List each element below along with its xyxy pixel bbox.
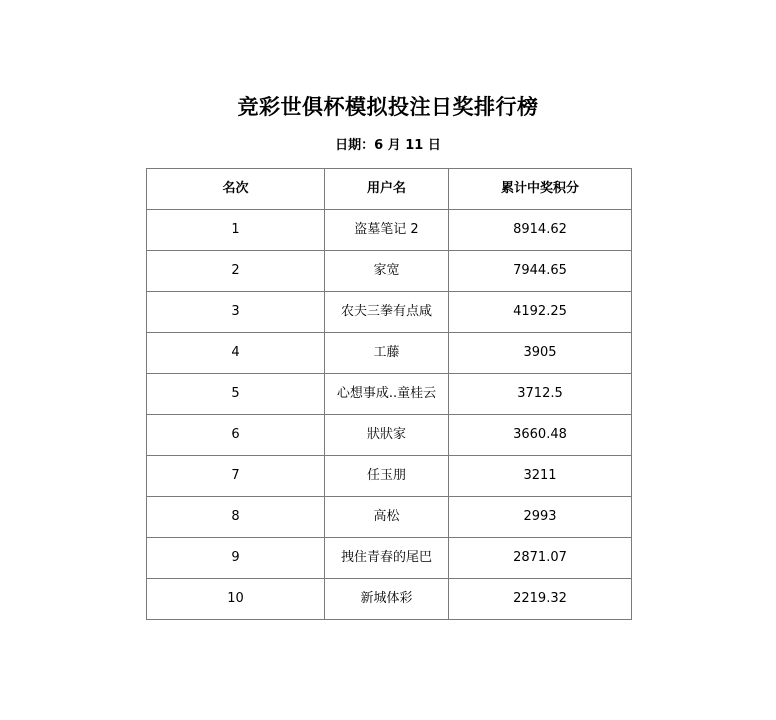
ranking-table: [146, 168, 632, 620]
username-cell: 高松: [325, 497, 449, 538]
table-row: [147, 415, 632, 456]
points-cell: 7944.65: [449, 251, 632, 292]
rank-cell: 9: [147, 538, 325, 579]
username-cell: 新城体彩: [325, 579, 449, 620]
rank-cell: 7: [147, 456, 325, 497]
rank-cell: 1: [147, 210, 325, 251]
username-cell: 心想事成..童桂云: [325, 374, 449, 415]
points-cell: 3712.5: [449, 374, 632, 415]
username-cell: 盗墓笔记 2: [325, 210, 449, 251]
table-row: [147, 579, 632, 620]
points-cell: 3905: [449, 333, 632, 374]
points-cell: 4192.25: [449, 292, 632, 333]
table-header-row: [147, 169, 632, 210]
points-cell: 2219.32: [449, 579, 632, 620]
username-cell: 任玉朋: [325, 456, 449, 497]
points-cell: 3211: [449, 456, 632, 497]
date-label: 日期：6 月 11 日: [335, 138, 441, 153]
header-username: 用户名: [325, 169, 449, 210]
page-title: 竞彩世俱杯模拟投注日奖排行榜: [237, 95, 539, 119]
points-cell: 2993: [449, 497, 632, 538]
username-cell: 家宽: [325, 251, 449, 292]
rank-cell: 5: [147, 374, 325, 415]
header-rank: 名次: [147, 169, 325, 210]
rank-cell: 2: [147, 251, 325, 292]
points-cell: 2871.07: [449, 538, 632, 579]
username-cell: 狀狀家: [325, 415, 449, 456]
table-row: [147, 251, 632, 292]
username-cell: 拽住青春的尾巴: [325, 538, 449, 579]
rank-cell: 3: [147, 292, 325, 333]
rank-cell: 4: [147, 333, 325, 374]
table-row: [147, 292, 632, 333]
points-cell: 3660.48: [449, 415, 632, 456]
points-cell: 8914.62: [449, 210, 632, 251]
table-row: [147, 374, 632, 415]
username-cell: 工藤: [325, 333, 449, 374]
table-row: [147, 210, 632, 251]
table-row: [147, 538, 632, 579]
username-cell: 农夫三拳有点咸: [325, 292, 449, 333]
rank-cell: 8: [147, 497, 325, 538]
header-points: 累计中奖积分: [449, 169, 632, 210]
rank-cell: 10: [147, 579, 325, 620]
table-row: [147, 497, 632, 538]
table-row: [147, 456, 632, 497]
table-row: [147, 333, 632, 374]
rank-cell: 6: [147, 415, 325, 456]
